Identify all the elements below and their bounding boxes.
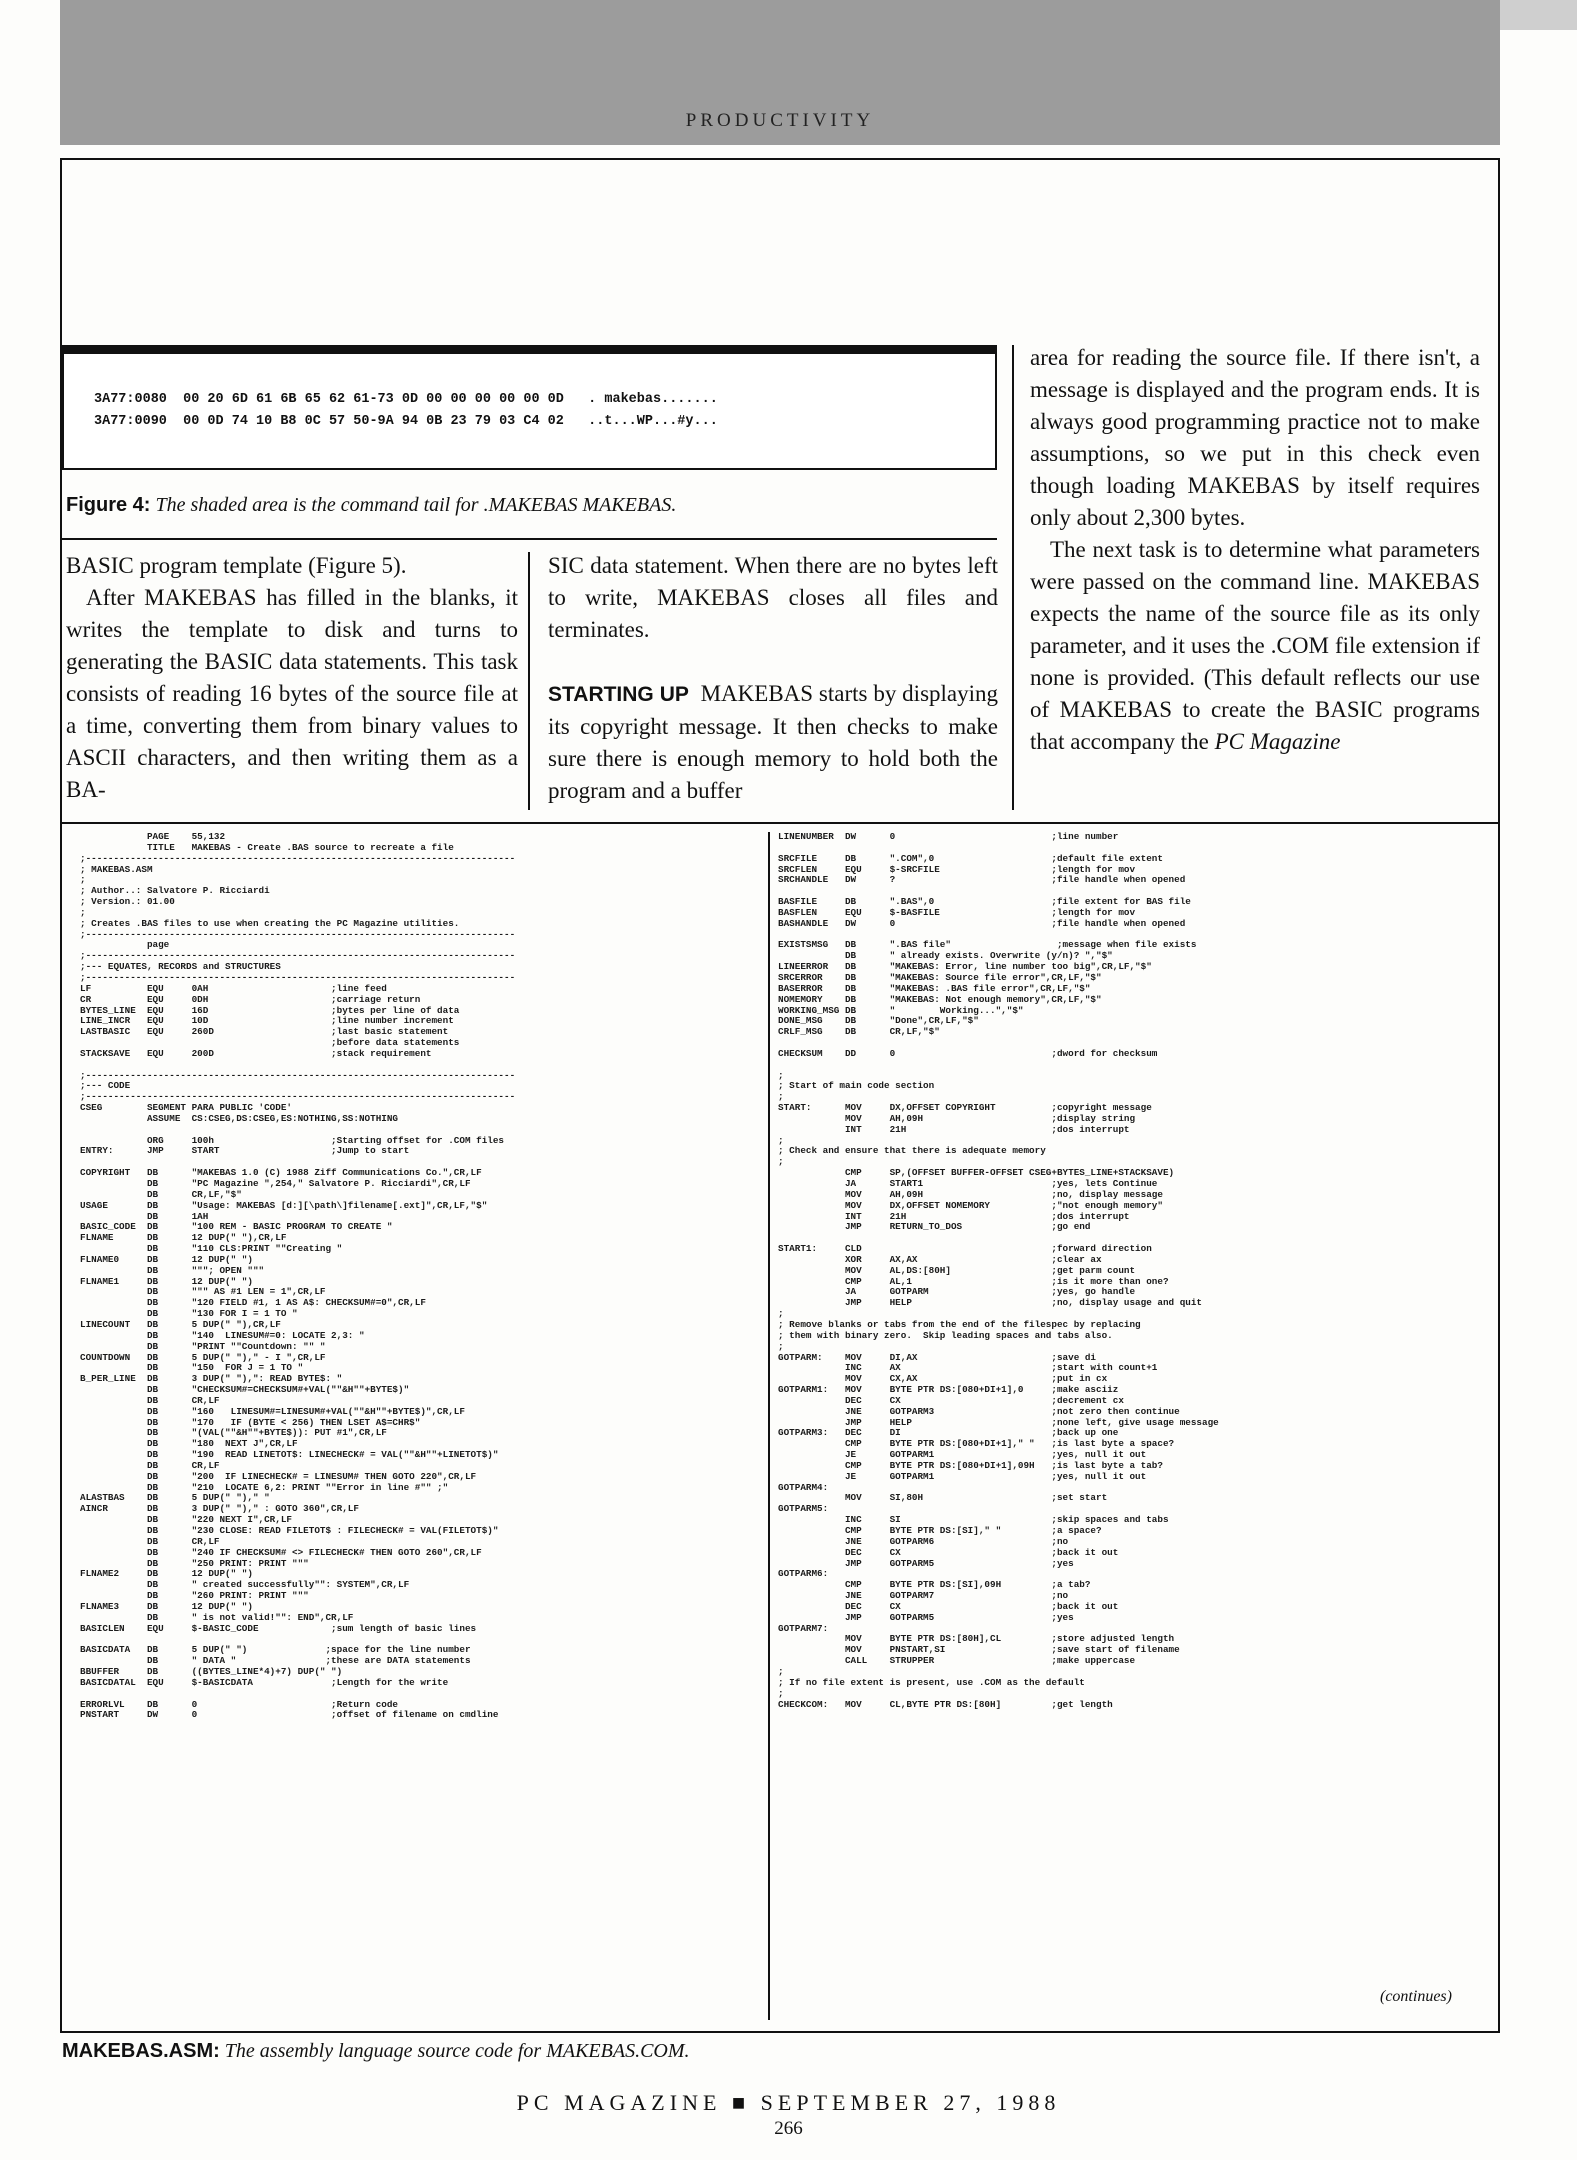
code-line: START: MOV DX,OFFSET COPYRIGHT ;copyright message <box>778 1102 1152 1114</box>
figure-4-caption-text: The shaded area is the command tail for .MAKEBAS MAKEBAS. <box>155 494 677 516</box>
code-line: LINE_INCR EQU 10D ;line number increment <box>80 1015 454 1027</box>
code-line: LINEERROR DB "MAKEBAS: Error, line number too big",CR,LF,"$" <box>778 961 1152 973</box>
code-line: ENTRY: JMP START ;Jump to start <box>80 1145 410 1157</box>
code-line: ASSUME CS:CSEG,DS:CSEG,ES:NOTHING,SS:NOTHING <box>80 1112 399 1124</box>
code-line: ;----------------------------------------------------------------------------- <box>80 852 516 864</box>
code-line: JMP GOTPARM5 ;yes <box>778 1611 1074 1623</box>
code-line: ; <box>778 1069 784 1081</box>
code-line: LINENUMBER DW 0 ;line number <box>778 832 1119 842</box>
code-line: NOMEMORY DB "MAKEBAS: Not enough memory",CR,LF,"$" <box>778 993 1102 1005</box>
code-line: JE GOTPARM1 ;yes, null it out <box>778 1449 1147 1461</box>
figure-4-rule <box>62 538 997 540</box>
code-line: JNE GOTPARM6 ;no <box>778 1535 1069 1547</box>
code-line: JA START1 ;yes, lets Continue <box>778 1178 1158 1189</box>
article-paragraph <box>1030 534 1480 758</box>
code-line: USAGE DB "Usage: MAKEBAS [d:][\path\]filename[.ext]",CR,LF,"$" <box>80 1199 488 1211</box>
code-line: ; <box>778 1340 784 1352</box>
code-line: DB CR,LF <box>80 1535 220 1547</box>
code-line: CMP BYTE PTR DS:[080+DI+1],09H ;is last byte a tab? <box>778 1459 1163 1471</box>
code-line: CMP BYTE PTR DS:[SI],09H ;a tab? <box>778 1579 1091 1591</box>
code-line: ;----------------------------------------------------------------------------- <box>80 1069 516 1081</box>
page-number: 266 <box>774 2118 803 2139</box>
code-line: DB "PRINT ""Countdown: "" " <box>80 1340 326 1352</box>
code-line: GOTPARM6: <box>778 1568 829 1580</box>
code-line: DB "210 LOCATE 6,2: PRINT ""Error in line #"" ;" <box>80 1481 449 1493</box>
code-line: ; Check and ensure that there is adequate memory <box>778 1145 1046 1157</box>
code-line: ; MAKEBAS.ASM <box>80 863 153 875</box>
code-line: SRCFILE DB ".COM",0 ;default file extent <box>778 852 1163 864</box>
code-line <box>778 1060 1488 1071</box>
code-line: ; Author..: Salvatore P. Ricciardi <box>80 885 270 897</box>
column-rule <box>528 552 530 810</box>
article-paragraph: BASIC program template (Figure 5). <box>66 553 407 578</box>
code-line: START1: CLD ;forward direction <box>778 1243 1152 1255</box>
code-line: JMP HELP ;none left, give usage message <box>778 1416 1219 1428</box>
code-line: ; <box>80 874 86 886</box>
code-listing-right <box>778 832 1488 2020</box>
code-line: GOTPARM7: <box>778 1622 829 1634</box>
footer-publication: PC MAGAZINE ■ SEPTEMBER 27, 1988 <box>516 2090 1061 2115</box>
code-line: MOV PNSTART,SI ;save start of filename <box>778 1644 1180 1656</box>
paragraph-text: The next task is to determine what parameters were passed on the command line. MAKEBAS expects the name of the source file as its only parameter, and it uses the .COM file extension if none is provided. (This default reflects our use of MAKEBAS to create the BASIC programs that accompany the <box>1030 537 1480 754</box>
code-line: MOV AL,DS:[80H] ;get parm count <box>778 1264 1136 1276</box>
code-line: ;before data statements <box>80 1037 460 1049</box>
figure-4-caption <box>66 494 676 517</box>
code-line: FLNAME DB 12 DUP(" "),CR,LF <box>80 1232 287 1244</box>
code-line: DB "180 NEXT J",CR,LF <box>80 1438 298 1450</box>
code-line: FLNAME2 DB 12 DUP(" ") <box>80 1568 253 1580</box>
code-line: JMP GOTPARM5 ;yes <box>778 1557 1074 1569</box>
article-paragraph: area for reading the source file. If there isn't, a message is displayed and the program ends. It is always good programming practice not to make assumptions, so we put in this check even though loading MAKEBAS by itself requires only about 2,300 bytes. <box>1030 345 1480 530</box>
code-line <box>80 1060 760 1071</box>
code-line: INC SI ;skip spaces and tabs <box>778 1514 1169 1526</box>
code-line: BASICDATAL EQU $-BASICDATA ;Length for the write <box>80 1676 449 1688</box>
code-line: LINECOUNT DB 5 DUP(" "),CR,LF <box>80 1318 281 1330</box>
code-line: INT 21H ;dos interrupt <box>778 1123 1130 1135</box>
code-line: INC AX ;start with count+1 <box>778 1362 1158 1374</box>
code-line: ; <box>80 906 86 918</box>
article-column-3 <box>1030 342 1480 758</box>
continues-note: (continues) <box>1380 1988 1452 2005</box>
code-line: XOR AX,AX ;clear ax <box>778 1253 1102 1265</box>
code-line: JE GOTPARM1 ;yes, null it out <box>778 1470 1147 1482</box>
code-line: ;----------------------------------------------------------------------------- <box>80 950 516 962</box>
section-header: PRODUCTIVITY <box>685 110 875 131</box>
code-line: DB CR,LF <box>80 1394 220 1406</box>
code-line: DB "(VAL(""&H""+BYTE$)): PUT #1",CR,LF <box>80 1427 387 1439</box>
figure-4-caption-label: Figure 4: <box>66 494 151 516</box>
code-line: ;----------------------------------------------------------------------------- <box>80 928 516 940</box>
code-line: STACKSAVE EQU 200D ;stack requirement <box>80 1047 432 1059</box>
code-line: DB "150 FOR J = 1 TO " <box>80 1362 304 1374</box>
code-line: DB "120 FIELD #1, 1 AS A$: CHECKSUM#=0",CR,LF <box>80 1297 426 1309</box>
hex-dump-line: 3A77:0090 00 0D 74 10 B8 0C 57 50-9A 94 0B 23 79 03 C4 02 ..t...WP...#y... <box>94 414 718 429</box>
listing-caption-label: MAKEBAS.ASM: <box>62 2040 220 2062</box>
code-line: DB " already exists. Overwrite (y/n)? ","$" <box>778 950 1113 962</box>
code-line: ;----------------------------------------------------------------------------- <box>80 971 516 983</box>
code-line: DB "PC Magazine ",254," Salvatore P. Ricciardi",CR,LF <box>80 1178 471 1189</box>
code-line: GOTPARM3: DEC DI ;back up one <box>778 1427 1119 1439</box>
code-line: DB CR,LF,"$" <box>80 1188 242 1200</box>
code-line: DB """; OPEN """ <box>80 1264 265 1276</box>
run-in-heading: STARTING UP <box>548 683 689 706</box>
column-rule <box>1012 345 1014 810</box>
code-line: MOV DX,OFFSET NOMEMORY ;"not enough memory" <box>778 1199 1163 1211</box>
code-line: BYTES_LINE EQU 16D ;bytes per line of data <box>80 1004 460 1016</box>
code-line: PAGE 55,132 <box>80 832 226 842</box>
code-line: FLNAME1 DB 12 DUP(" ") <box>80 1275 253 1287</box>
listing-caption-text: The assembly language source code for MAKEBAS.COM. <box>224 2040 690 2062</box>
article-paragraph: After MAKEBAS has filled in the blanks, it writes the template to disk and turns to generating the BASIC data statements. This task consists of reading 16 bytes of the source file at a time, converting them from binary values to ASCII characters, and then writing them as a BA- <box>66 585 518 802</box>
code-line: DB "190 READ LINETOT$: LINECHECK# = VAL(""&H""+LINETOT$)" <box>80 1449 499 1461</box>
code-line: BASICLEN EQU $-BASIC_CODE ;sum length of basic lines <box>80 1622 477 1634</box>
code-line: MOV BYTE PTR DS:[80H],CL ;store adjusted length <box>778 1633 1175 1645</box>
code-line: FLNAME3 DB 12 DUP(" ") <box>80 1600 253 1612</box>
code-line: AINCR DB 3 DUP(" ")," : GOTO 360",CR,LF <box>80 1503 359 1515</box>
code-line: ERRORLVL DB 0 ;Return code <box>80 1698 399 1710</box>
code-line: JMP RETURN_TO_DOS ;go end <box>778 1221 1091 1233</box>
code-line: SRCERROR DB "MAKEBAS: Source file error",CR,LF,"$" <box>778 971 1102 983</box>
code-line: BASERROR DB "MAKEBAS: .BAS file error",CR,LF,"$" <box>778 982 1091 994</box>
code-line: FLNAME0 DB 12 DUP(" ") <box>80 1253 253 1265</box>
code-line: COPYRIGHT DB "MAKEBAS 1.0 (C) 1988 Ziff Communications Co.",CR,LF <box>80 1167 482 1179</box>
code-line: TITLE MAKEBAS - Create .BAS source to recreate a file <box>80 841 454 853</box>
code-line: CR EQU 0DH ;carriage return <box>80 993 421 1005</box>
code-line: BBUFFER DB ((BYTES_LINE*4)+7) DUP(" ") <box>80 1665 343 1677</box>
code-line: JNE GOTPARM7 ;no <box>778 1590 1069 1602</box>
code-line: ;----------------------------------------------------------------------------- <box>80 1091 516 1103</box>
code-line: CMP AL,1 ;is it more than one? <box>778 1275 1169 1287</box>
code-line: EXISTSMSG DB ".BAS file" ;message when file exists <box>778 939 1197 951</box>
code-line: LF EQU 0AH ;line feed <box>80 982 387 994</box>
code-line: DB 1AH <box>80 1210 209 1222</box>
code-line: ; <box>778 1134 784 1146</box>
code-line: DB "200 IF LINECHECK# = LINESUM# THEN GOTO 220",CR,LF <box>80 1470 477 1482</box>
code-line: ; Version.: 01.00 <box>80 896 175 908</box>
code-line: CMP BYTE PTR DS:[SI]," " ;a space? <box>778 1525 1102 1536</box>
header-band-corner <box>1500 0 1577 30</box>
listing-divider <box>768 832 770 2020</box>
code-listing-left <box>80 832 760 2020</box>
code-line: ; them with binary zero. Skip leading spaces and tabs also. <box>778 1329 1113 1341</box>
article-column-1 <box>66 550 518 806</box>
code-line: MOV CX,AX ;put in cx <box>778 1373 1108 1385</box>
code-line: GOTPARM5: <box>778 1503 829 1515</box>
code-line: MOV AH,09H ;no, display message <box>778 1188 1163 1200</box>
code-line: ; If no file extent is present, use .COM as the default <box>778 1676 1085 1688</box>
code-line: DB " is not valid!"": END",CR,LF <box>80 1611 354 1623</box>
code-line: SRCHANDLE DW ? ;file handle when opened <box>778 874 1186 886</box>
code-line: ; Remove blanks or tabs from the end of the filespec by replacing <box>778 1318 1141 1330</box>
code-line: DEC CX ;back it out <box>778 1546 1119 1558</box>
code-line: DB "110 CLS:PRINT ""Creating " <box>80 1243 343 1255</box>
article-paragraph: SIC data statement. When there are no bytes left to write, MAKEBAS closes all files and terminates. <box>548 553 998 642</box>
code-line: DB "240 IF CHECKSUM# <> FILECHECK# THEN GOTO 260",CR,LF <box>80 1546 482 1558</box>
code-line: PNSTART DW 0 ;offset of filename on cmdline <box>80 1709 499 1721</box>
code-line: DB " created successfully"": SYSTEM",CR,LF <box>80 1579 410 1591</box>
listing-caption <box>62 2040 690 2063</box>
code-line: CSEG SEGMENT PARA PUBLIC 'CODE' <box>80 1102 293 1114</box>
code-line: COUNTDOWN DB 5 DUP(" ")," - I ",CR,LF <box>80 1351 326 1363</box>
code-line: INT 21H ;dos interrupt <box>778 1210 1130 1222</box>
code-line: DONE_MSG DB "Done",CR,LF,"$" <box>778 1015 979 1027</box>
code-line: B_PER_LINE DB 3 DUP(" "),": READ BYTE$: " <box>80 1373 343 1385</box>
code-line: GOTPARM1: MOV BYTE PTR DS:[080+DI+1],0 ;make asciiz <box>778 1384 1119 1396</box>
code-line: DEC CX ;decrement cx <box>778 1394 1124 1406</box>
code-line: DB "220 NEXT I",CR,LF <box>80 1514 293 1526</box>
code-line: DB "140 LINESUM#=0: LOCATE 2,3: " <box>80 1329 365 1341</box>
code-line: GOTPARM4: <box>778 1481 829 1493</box>
code-line: JA GOTPARM ;yes, go handle <box>778 1286 1136 1298</box>
code-line: LASTBASIC EQU 260D ;last basic statement <box>80 1026 449 1038</box>
code-line: BASHANDLE DW 0 ;file handle when opened <box>778 917 1186 929</box>
code-line: DB "260 PRINT: PRINT """ <box>80 1590 309 1602</box>
code-line: CMP BYTE PTR DS:[080+DI+1]," " ;is last byte a space? <box>778 1438 1175 1450</box>
code-line: DB "230 CLOSE: READ FILETOT$ : FILECHECK# = VAL(FILETOT$)" <box>80 1525 499 1536</box>
paragraph-italic-text: PC Magazine <box>1214 729 1341 754</box>
code-line: BASICDATA DB 5 DUP(" ") ;space for the line number <box>80 1644 471 1656</box>
code-line: CHECKSUM DD 0 ;dword for checksum <box>778 1047 1158 1059</box>
code-line: DB "170 IF (BYTE < 256) THEN LSET A$=CHR$" <box>80 1416 421 1428</box>
code-line: DB "130 FOR I = 1 TO " <box>80 1308 298 1320</box>
hex-dump-line: 3A77:0080 00 20 6D 61 6B 65 62 61-73 0D 00 00 00 00 00 0D . makebas....... <box>94 392 718 407</box>
code-line: BASFLEN EQU $-BASFILE ;length for mov <box>778 906 1136 918</box>
code-line: GOTPARM: MOV DI,AX ;save di <box>778 1351 1097 1363</box>
code-line: ; <box>778 1687 784 1699</box>
code-line: MOV SI,80H ;set start <box>778 1492 1108 1504</box>
code-line: MOV AH,09H ;display string <box>778 1112 1136 1124</box>
figure-4-dump-box <box>62 345 997 470</box>
code-line: ALASTBAS DB 5 DUP(" ")," " <box>80 1492 270 1504</box>
code-line: BASFILE DB ".BAS",0 ;file extent for BAS file <box>778 896 1191 908</box>
code-line: ; Start of main code section <box>778 1080 935 1092</box>
code-line: DB "250 PRINT: PRINT """ <box>80 1557 309 1569</box>
code-line: DB "CHECKSUM#=CHECKSUM#+VAL(""&H""+BYTE$)" <box>80 1384 410 1396</box>
code-line <box>80 1689 760 1700</box>
code-line: ; <box>778 1665 784 1677</box>
code-line <box>80 1125 760 1136</box>
code-line: ORG 100h ;Starting offset for .COM files <box>80 1134 505 1146</box>
code-line: DB "160 LINESUM#=LINESUM#+VAL(""&H""+BYTE$)",CR,LF <box>80 1405 465 1417</box>
code-line: ; <box>778 1156 784 1168</box>
code-line: DB """ AS #1 LEN = 1",CR,LF <box>80 1286 326 1298</box>
code-line: ; <box>778 1308 784 1320</box>
code-line: ;--- CODE <box>80 1080 131 1092</box>
code-line: CRLF_MSG DB CR,LF,"$" <box>778 1026 940 1038</box>
code-line: SRCFLEN EQU $-SRCFILE ;length for mov <box>778 863 1136 875</box>
code-line: ; <box>778 1091 784 1103</box>
code-line: JNE GOTPARM3 ;not zero then continue <box>778 1405 1180 1417</box>
code-line: DB " DATA " ;these are DATA statements <box>80 1655 471 1667</box>
code-line: DEC CX ;back it out <box>778 1600 1119 1612</box>
code-line: DB CR,LF <box>80 1459 220 1471</box>
code-line: ;--- EQUATES, RECORDS and STRUCTURES <box>80 961 281 973</box>
article-paragraph <box>548 678 998 807</box>
listing-top-rule <box>62 822 1498 824</box>
code-line: BASIC_CODE DB "100 REM - BASIC PROGRAM TO CREATE " <box>80 1221 393 1233</box>
code-line: CHECKCOM: MOV CL,BYTE PTR DS:[80H] ;get length <box>778 1698 1113 1710</box>
code-line: page <box>80 939 170 951</box>
code-line: JMP HELP ;no, display usage and quit <box>778 1297 1203 1309</box>
code-line: CMP SP,(OFFSET BUFFER-OFFSET CSEG+BYTES_LINE+STACKSAVE) <box>778 1167 1175 1179</box>
paragraph-text: MAKEBAS starts by displaying its copyright message. It then checks to make sure there is enough memory to hold both the program and a buffer <box>548 681 999 803</box>
article-column-2 <box>548 550 998 807</box>
code-line: CALL STRUPPER ;make uppercase <box>778 1655 1136 1667</box>
code-line: ; Creates .BAS files to use when creating the PC Magazine utilities. <box>80 917 460 929</box>
code-line: WORKING_MSG DB " Working...","$" <box>778 1004 1024 1016</box>
